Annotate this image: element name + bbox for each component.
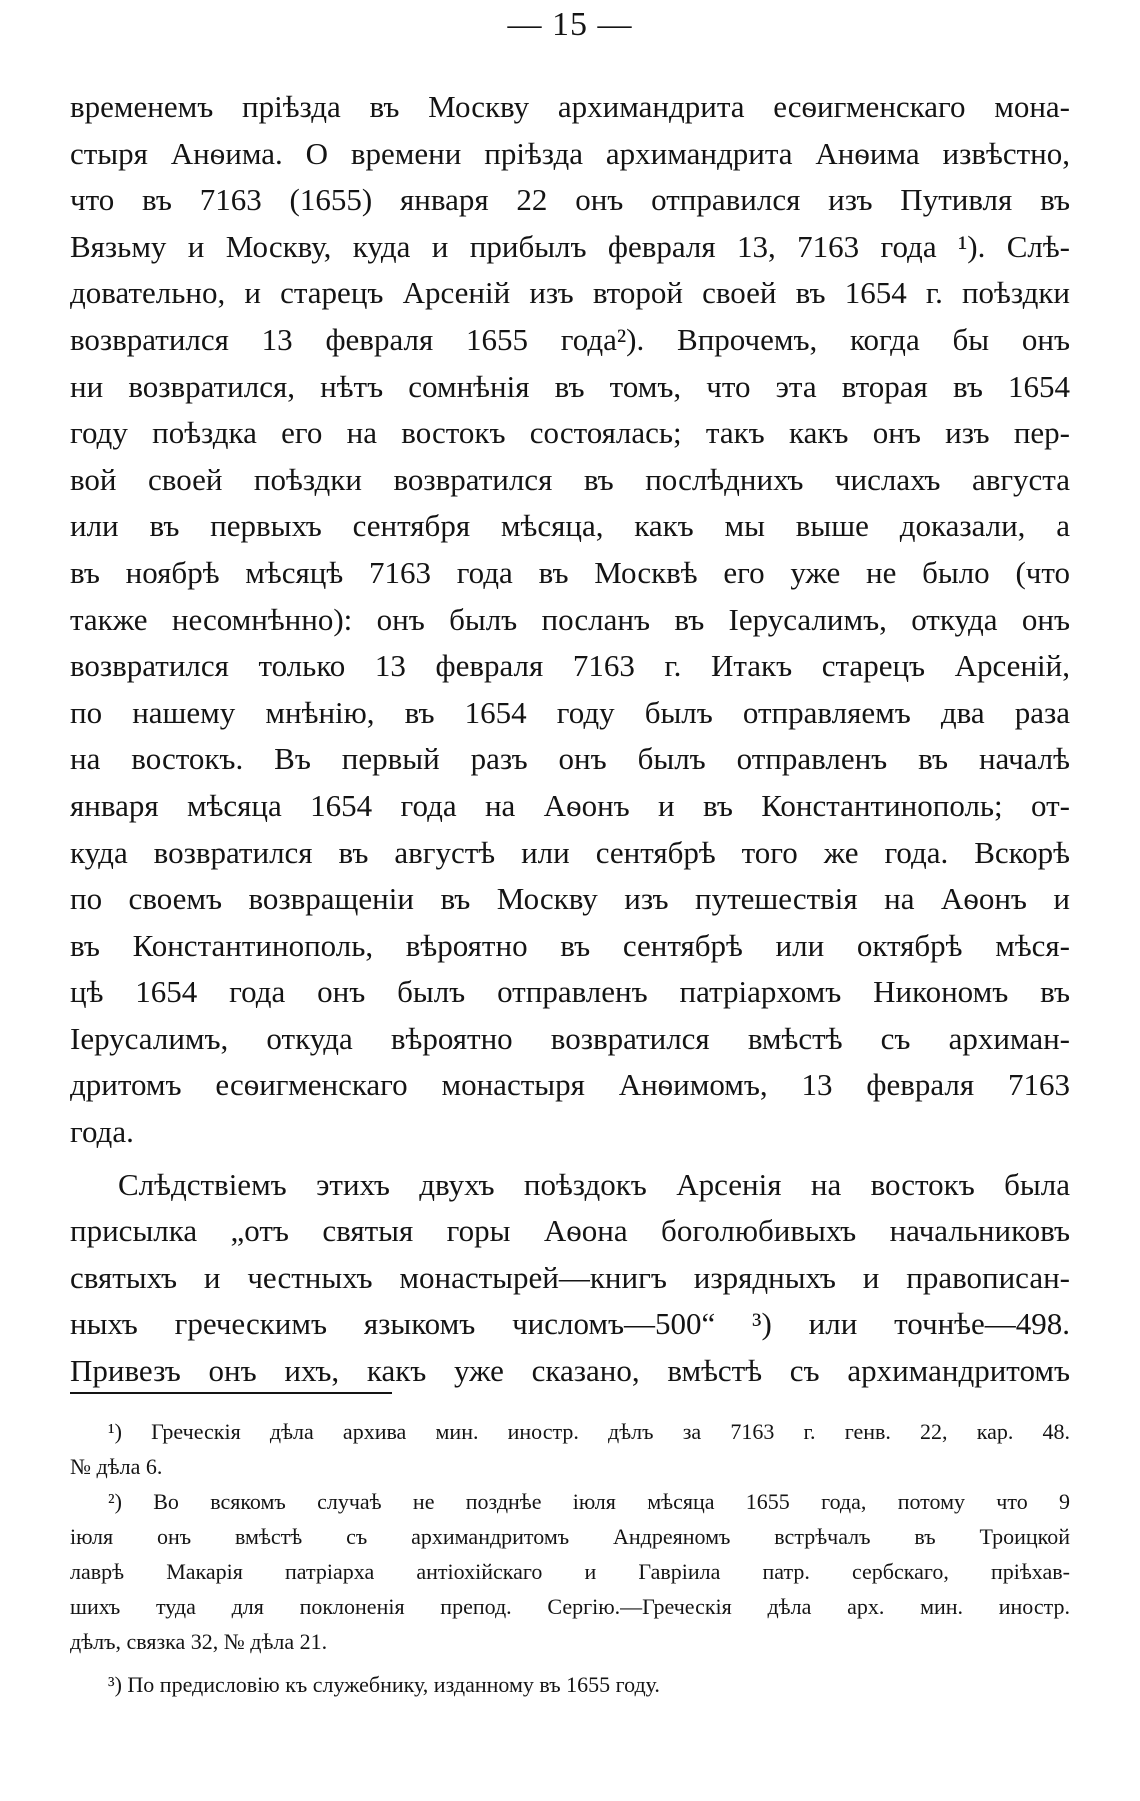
main-text xyxy=(70,84,1070,1395)
text-line: въ ноябрѣ мѣсяцѣ 7163 года въ Москвѣ его уже не было (что xyxy=(70,554,1070,590)
text-line: также несомнѣнно): онъ былъ посланъ въ Іерусалимъ, откуда онъ xyxy=(70,601,1070,637)
text-line: на востокъ. Въ первый разъ онъ былъ отправленъ въ началѣ xyxy=(70,741,1070,777)
footnote-line: шихъ туда для поклоненія препод. Сергію.—Греческія дѣла арх. мин. иностр. xyxy=(70,1594,1070,1619)
footnote-line: ²) Во всякомъ случаѣ не позднѣе іюля мѣсяца 1655 года, потому что 9 xyxy=(108,1489,1070,1514)
text-line: Слѣдствіемъ этихъ двухъ поѣздокъ Арсенія на востокъ была xyxy=(118,1166,1070,1202)
text-line: возвратился 13 февраля 1655 года²). Впрочемъ, когда бы онъ xyxy=(70,321,1070,357)
text-line: по своемъ возвращеніи въ Москву изъ путешествія на Аѳонъ и xyxy=(70,881,1070,917)
text-line: по нашему мнѣнію, въ 1654 году былъ отправляемъ два раза xyxy=(70,694,1070,730)
footnote-line: ¹) Греческія дѣла архива мин. иностр. дѣлъ за 7163 г. генв. 22, кар. 48. xyxy=(108,1419,1070,1444)
text-line: довательно, и старецъ Арсеній изъ второй своей въ 1654 г. поѣздки xyxy=(70,275,1070,311)
text-line: году поѣздка его на востокъ состоялась; такъ какъ онъ изъ пер- xyxy=(70,415,1070,451)
page-number: — 15 — xyxy=(507,6,633,43)
footnotes xyxy=(70,1414,1070,1702)
text-line: Привезъ онъ ихъ, какъ уже сказано, вмѣстѣ съ архимандритомъ xyxy=(70,1353,1070,1389)
text-line: въ Константинополь, вѣроятно въ сентябрѣ или октябрѣ мѣся- xyxy=(70,927,1070,963)
text-line: возвратился только 13 февраля 7163 г. Итакъ старецъ Арсеній, xyxy=(70,648,1070,684)
text-line: января мѣсяца 1654 года на Аѳонъ и въ Константинополь; от- xyxy=(70,787,1070,823)
text-line: Вязьму и Москву, куда и прибылъ февраля 13, 7163 года ¹). Слѣ- xyxy=(70,228,1070,264)
footnote-line: № дѣла 6. xyxy=(70,1454,163,1479)
text-line: дритомъ есѳигменскаго монастыря Анѳимомъ, 13 февраля 7163 xyxy=(70,1067,1070,1103)
text-line: Іерусалимъ, откуда вѣроятно возвратился вмѣстѣ съ архиман- xyxy=(70,1020,1070,1056)
text-line: вой своей поѣздки возвратился въ послѣднихъ числахъ августа xyxy=(70,461,1070,497)
footnote-line: ³) По предисловію къ служебнику, изданному въ 1655 году. xyxy=(108,1672,660,1697)
footnote-separator xyxy=(70,1392,392,1394)
text-line: или въ первыхъ сентября мѣсяца, какъ мы выше доказали, а xyxy=(70,508,1070,544)
text-line: временемъ пріѣзда въ Москву архимандрита есѳигменскаго мона- xyxy=(70,89,1070,124)
text-line: цѣ 1654 года онъ былъ отправленъ патріархомъ Никономъ въ xyxy=(70,974,1070,1010)
text-line: стыря Анѳима. О времени пріѣзда архимандрита Анѳима извѣстно, xyxy=(70,135,1070,171)
text-line: присылка „отъ святыя горы Аѳона боголюбивыхъ начальниковъ xyxy=(70,1213,1070,1249)
text-line: куда возвратился въ августѣ или сентябрѣ того же года. Вскорѣ xyxy=(70,834,1070,870)
text-line: святыхъ и честныхъ монастырей—книгъ изрядныхъ и правописан- xyxy=(70,1259,1070,1295)
text-line: что въ 7163 (1655) января 22 онъ отправился изъ Путивля въ xyxy=(70,182,1070,218)
text-line: ни возвратился, нѣтъ сомнѣнія въ томъ, что эта вторая въ 1654 xyxy=(70,368,1070,404)
footnote-gap xyxy=(70,1659,1070,1667)
footnote-line: іюля онъ вмѣстѣ съ архимандритомъ Андреяномъ встрѣчалъ въ Троицкой xyxy=(70,1524,1070,1549)
text-line: года. xyxy=(70,1114,134,1150)
footnote-line: дѣлъ, связка 32, № дѣла 21. xyxy=(70,1629,328,1654)
footnote-line: лаврѣ Макарія патріарха антіохійскаго и Гавріила патр. сербскаго, пріѣхав- xyxy=(70,1559,1070,1584)
text-line: ныхъ греческимъ языкомъ числомъ—500“ ³) или точнѣе—498. xyxy=(70,1306,1070,1342)
